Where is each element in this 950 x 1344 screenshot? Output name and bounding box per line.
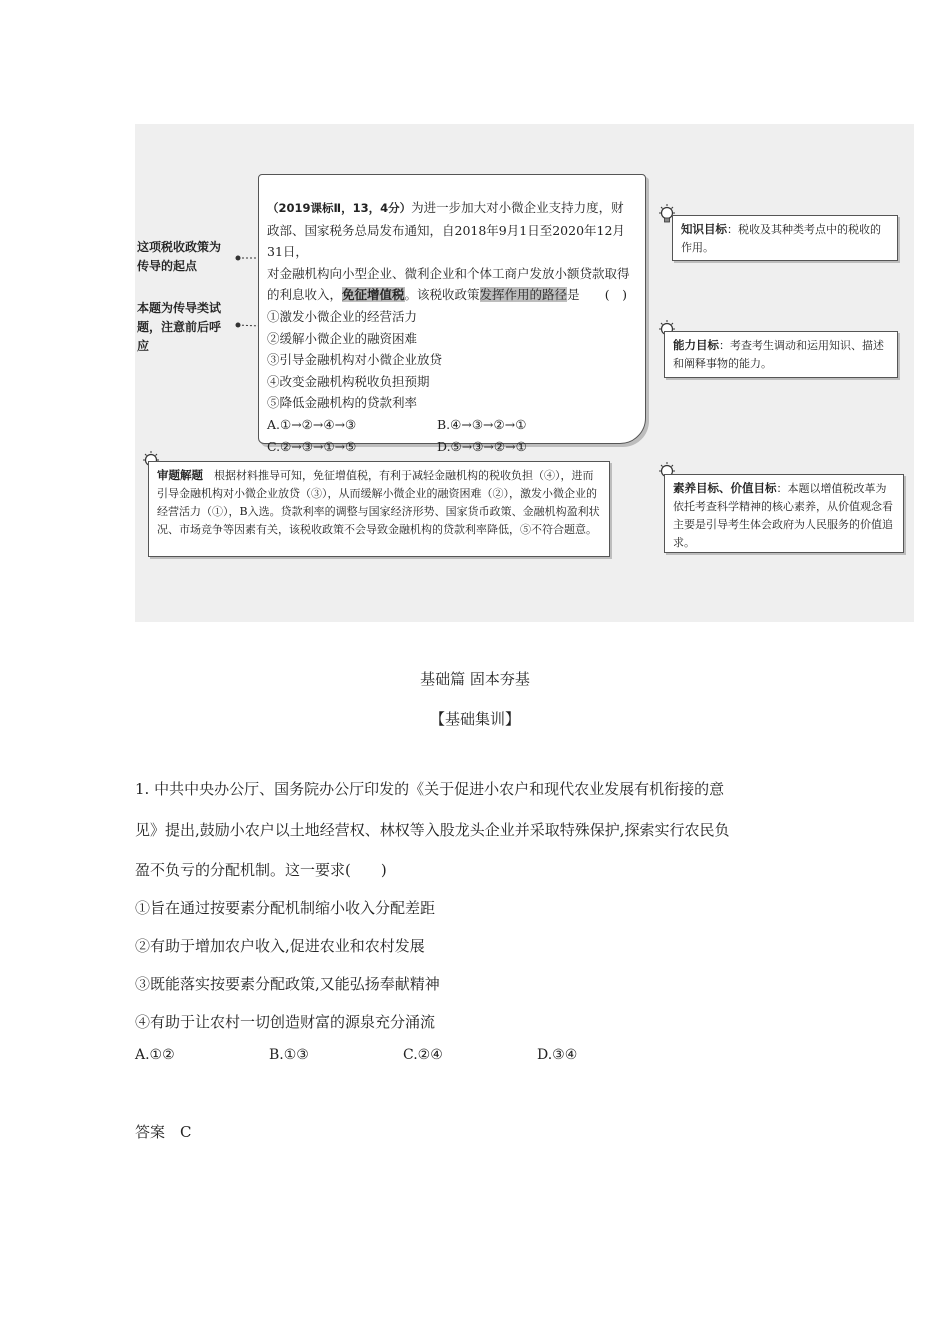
question-stem [267,197,633,220]
analysis-box [148,461,610,557]
left-note-type [137,299,221,356]
literacy-value-goal-title: 素养目标、价值目标 [673,481,777,495]
left-note-start-line1: 这项税收政策为 [137,240,222,254]
analysis-title: 审题解题 [157,468,203,482]
answer-paren: ( ) [604,287,627,303]
q1-item: ③既能落实按要素分配政策,又能弘扬奉献精神 [135,975,440,993]
question-stem-line1: 为进一步加大对小微企业支持力度，财 [411,200,624,215]
question-card [258,174,646,454]
q1-item: ②有助于增加农户收入,促进农业和农村发展 [135,937,425,955]
left-note-start [137,238,221,276]
option-row [267,436,633,458]
option-a: A.①→②→④→③ [267,416,357,432]
q1-stem-line3: 盈不负亏的分配机制。这一要求( ) [135,861,387,879]
q1-item: ①旨在通过按要素分配机制缩小收入分配差距 [135,899,436,917]
literacy-value-goal-text: ：本题以增值税改革为依托考查科学精神的核心素养，从价值观念看主要是引导考生体会政府为人民服务的价值追求。 [673,482,893,549]
left-note-type-line1: 本题为传导类试 [137,301,222,315]
q1-option-b: B.①③ [269,1047,309,1063]
q1-option-a: A.①② [135,1047,175,1063]
ability-goal-box [664,331,898,378]
stem-text: 是 [567,287,580,303]
literacy-value-goal-box [664,474,904,553]
highlight-path: 发挥作用的路径 [479,287,568,303]
question-source: （2019课标Ⅱ，13，4分） [267,201,412,215]
option-b: B.④→③→②→① [437,416,527,432]
q1-stem-line2: 见》提出,鼓励小农户以土地经营权、林权等入股龙头企业并采取特殊保护,探索实行农民负 [135,821,730,839]
question-stem-line2: 政部、国家税务总局发布通知，自2018年9月1日至2020年12月31日， [267,222,625,260]
knowledge-goal-box [672,215,898,261]
question-stem-line4 [267,284,633,306]
stem-text: 。该税收政策 [404,287,480,303]
option-row [267,414,633,436]
knowledge-goal-text: ：税收及其种类考点中的税收的作用。 [681,223,881,254]
subsection-title: 【基础集训】 [429,710,520,728]
analysis-text: 根据材料推导可知，免征增值税，有利于减轻金融机构的税收负担（④），进而引导金融机构对小微企业放贷（③），从而缓解小微企业的融资困难（②），激发小微企业的经营活力（①），B入选。贷款利率的调整与国家经济形势、国家货币政策、金融机构盈利状况、市场竞争等因素有关，该税收政策不会导致金融机构的贷款利率降低，⑤不符合题意。 [157,469,600,536]
question-item: ②缓解小微企业的融资困难 [267,330,418,346]
left-note-type-line2: 题，注意前后呼 [137,320,222,334]
knowledge-goal-title: 知识目标 [681,222,727,236]
q1-item: ④有助于让农村一切创造财富的源泉充分涌流 [135,1013,436,1031]
ability-goal-text: ：考查考生调动和运用知识、描述和阐释事物的能力。 [673,339,884,370]
ability-goal-title: 能力目标 [673,338,719,352]
question-stem-line3: 对金融机构向小型企业、微利企业和个体工商户发放小额贷款取得 [267,265,630,281]
highlight-tax-exemption: 免征增值税 [342,287,405,303]
left-note-type-line3: 应 [137,339,150,353]
stem-text: 的利息收入， [267,287,343,303]
question-item: ⑤降低金融机构的贷款利率 [267,395,418,411]
question-item: ①激发小微企业的经营活力 [267,308,418,324]
option-d: D.⑤→③→②→① [437,438,527,454]
q1-stem-line1: 1. 中共中央办公厅、国务院办公厅印发的《关于促进小农户和现代农业发展有机衔接的意 [135,780,725,798]
question-item: ④改变金融机构税收负担预期 [267,373,430,389]
question-item: ③引导金融机构对小微企业放贷 [267,352,443,368]
left-note-start-line2: 传导的起点 [137,259,198,273]
option-c: C.②→③→①→⑤ [267,438,357,454]
q1-option-c: C.②④ [403,1047,443,1063]
q1-option-d: D.③④ [537,1047,578,1063]
section-title: 基础篇 固本夯基 [420,670,530,688]
q1-answer: 答案 C [135,1123,192,1141]
